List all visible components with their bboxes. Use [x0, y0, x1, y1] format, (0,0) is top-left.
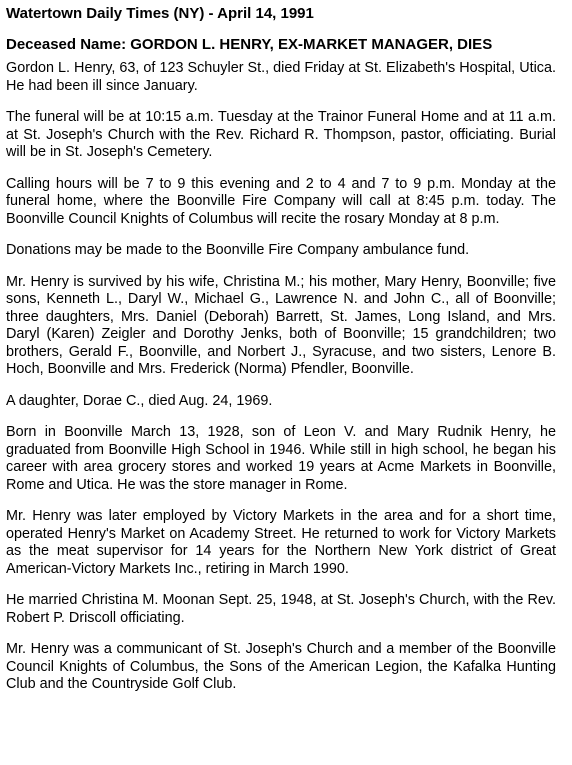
paragraph-survivors: Mr. Henry is survived by his wife, Christina M.; his mother, Mary Henry, Boonville; five sons, Kenneth L., Daryl W., Michael G., Lawrence N. and John C., all of Boonville; three daughters, Mrs. Daniel (Deborah) Barrett, St. James, Long Island, and Mrs. Daryl (Karen) Zeigler and Dorothy Jenks, both of Boonville; 15 grandchildren; two brothers, Gerald F., Boonville, and Norbert J., Syracuse, and two sisters, Lenore B. Hoch, Boonville and Mrs. Frederick (Norma) Pfendler, Boonville. — [6, 273, 556, 377]
deceased-name-heading: Deceased Name: GORDON L. HENRY, EX-MARKET MANAGER, DIES — [6, 36, 493, 53]
paragraph-early-life: Born in Boonville March 13, 1928, son of Leon V. and Mary Rudnik Henry, he graduated from Boonville High School in 1946. While still in high school, he began his career with area grocery stores and worked 19 years at Acme Markets in Boonville, Rome and Utica. He was the store manager in Rome. — [6, 424, 556, 493]
paragraph-donations: Donations may be made to the Boonville Fire Company ambulance fund. — [6, 242, 470, 258]
obituary-document — [6, 5, 556, 708]
paragraph-funeral: The funeral will be at 10:15 a.m. Tuesday at the Trainor Funeral Home and at 11 a.m. at St. Joseph's Church with the Rev. Richard R. Thompson, pastor, officiating. Burial will be in St. Joseph's Cemetery. — [6, 109, 556, 160]
paragraph-predeceased: A daughter, Dorae C., died Aug. 24, 1969. — [6, 392, 273, 409]
paragraph-memberships: Mr. Henry was a communicant of St. Joseph's Church and a member of the Boonville Council Knights of Columbus, the Sons of the American Legion, the Kafalka Hunting Club and the Countryside Golf Club. — [6, 641, 556, 692]
paragraph-marriage: He married Christina M. Moonan Sept. 25, 1948, at St. Joseph's Church, with the Rev. Robert P. Driscoll officiating. — [6, 592, 556, 626]
paragraph-calling-hours: Calling hours will be 7 to 9 this evening and 2 to 4 and 7 to 9 p.m. Monday at the funeral home, where the Boonville Fire Company will call at 8:45 p.m. today. The Boonville Council Knights of Columbus will recite the rosary Monday at 8 p.m. — [6, 175, 556, 227]
paragraph-death-notice: Gordon L. Henry, 63, of 123 Schuyler St., died Friday at St. Elizabeth's Hospital, Utica. He had been ill since January. — [6, 60, 556, 94]
newspaper-source: Watertown Daily Times (NY) - April 14, 1991 — [6, 5, 314, 22]
paragraph-career: Mr. Henry was later employed by Victory Markets in the area and for a short time, operated Henry's Market on Academy Street. He returned to work for Victory Markets as the meat supervisor for 14 years for the Northern New York district of Great American-Victory Markets Inc., retiring in March 1990. — [6, 508, 556, 577]
